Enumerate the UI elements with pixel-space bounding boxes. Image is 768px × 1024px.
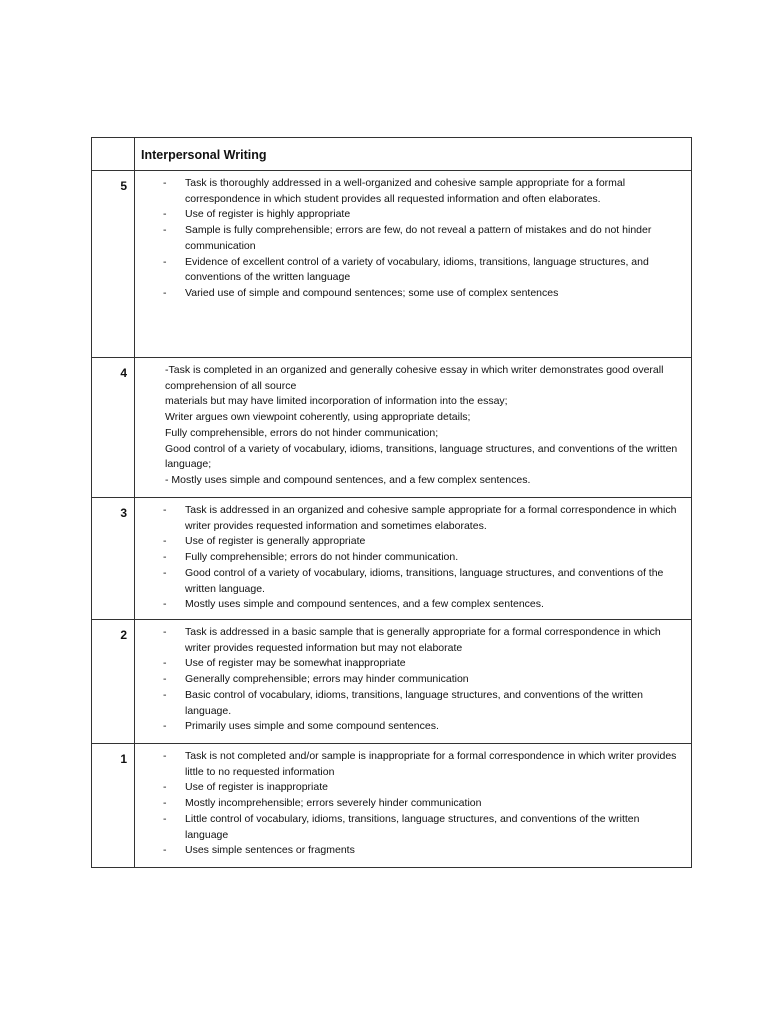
score-label: 4 <box>92 358 135 498</box>
criteria-list <box>135 171 691 302</box>
rubric-row-score-1 <box>92 744 692 868</box>
criteria-item: - Task is addressed in an organized and cohesive sample appropriate for a formal correspondence in which writer provides requested information and sometimes elaborates. <box>163 504 677 532</box>
criteria-item: - Generally comprehensible; errors may hinder communication <box>163 673 469 686</box>
criteria-item: - Basic control of vocabulary, idioms, transitions, language structures, and conventions of the written language. <box>163 688 643 717</box>
score-description <box>135 358 692 498</box>
criteria-item: - Little control of vocabulary, idioms, transitions, language structures, and conventions of the written language <box>163 812 640 841</box>
criteria-item: - Varied use of simple and compound sentences; some use of complex sentences <box>163 286 559 299</box>
criteria-item: - Task is thoroughly addressed in a well-organized and cohesive sample appropriate for a formal correspondence in which student provides all requested information and often elaborates. <box>163 177 626 205</box>
score-label: 2 <box>92 620 135 744</box>
criteria-item: - Use of register is inappropriate <box>163 781 328 794</box>
criteria-item: - Fully comprehensible; errors do not hinder communication. <box>163 551 459 564</box>
criteria-item: - Mostly uses simple and compound sentences, and a few complex sentences. <box>163 598 544 611</box>
criteria-item: - Good control of a variety of vocabulary, idioms, transitions, language structures, and conventions of the written language. <box>163 566 664 595</box>
rubric-row-score-5 <box>92 171 692 358</box>
criteria-item: - Use of register is generally appropriate <box>163 535 366 548</box>
criteria-item: - Task is addressed in a basic sample that is generally appropriate for a formal correspondence in which writer provides requested information but may not elaborate <box>163 626 661 654</box>
rubric-header-row <box>92 138 692 171</box>
rubric-row-score-2 <box>92 620 692 744</box>
criteria-item: - Uses simple sentences or fragments <box>163 844 355 857</box>
criteria-list <box>135 498 691 613</box>
score-description <box>135 620 692 744</box>
criteria-item: - Use of register is highly appropriate <box>163 208 351 221</box>
score-description <box>135 744 692 868</box>
rubric-title: Interpersonal Writing <box>135 138 692 171</box>
rubric-row-score-3 <box>92 498 692 620</box>
criteria-list <box>135 744 691 859</box>
criteria-item: - Primarily uses simple and some compound sentences. <box>163 720 439 733</box>
score-label: 5 <box>92 171 135 358</box>
criteria-item: - Use of register may be somewhat inappropriate <box>163 657 406 670</box>
criteria-line: Writer argues own viewpoint coherently, using appropriate details; <box>165 411 471 424</box>
criteria-line: - Mostly uses simple and compound sentences, and a few complex sentences. <box>165 473 531 486</box>
score-header-cell <box>92 138 135 171</box>
score-label: 3 <box>92 498 135 620</box>
score-description <box>135 171 692 358</box>
rubric-row-score-4 <box>92 358 692 498</box>
criteria-list <box>135 620 691 735</box>
rubric-table <box>91 137 692 868</box>
criteria-line: -Task is completed in an organized and generally cohesive essay in which writer demonstrates good overall comprehension of all source <box>165 364 664 392</box>
criteria-item: - Task is not completed and/or sample is inappropriate for a formal correspondence in which writer provides little to no requested information <box>163 750 677 778</box>
score-description <box>135 498 692 620</box>
criteria-line: Fully comprehensible, errors do not hinder communication; <box>165 426 439 439</box>
criteria-item: - Sample is fully comprehensible; errors are few, do not reveal a pattern of mistakes and do not hinder communication <box>163 224 652 252</box>
criteria-line: Good control of a variety of vocabulary, idioms, transitions, language structures, and conventions of the written language; <box>165 442 678 471</box>
criteria-text <box>135 358 691 489</box>
criteria-line: materials but may have limited incorporation of information into the essay; <box>165 395 508 408</box>
criteria-item: - Evidence of excellent control of a variety of vocabulary, idioms, transitions, language structures, and conventions of the written language <box>163 255 649 284</box>
criteria-item: - Mostly incomprehensible; errors severely hinder communication <box>163 797 482 810</box>
score-label: 1 <box>92 744 135 868</box>
